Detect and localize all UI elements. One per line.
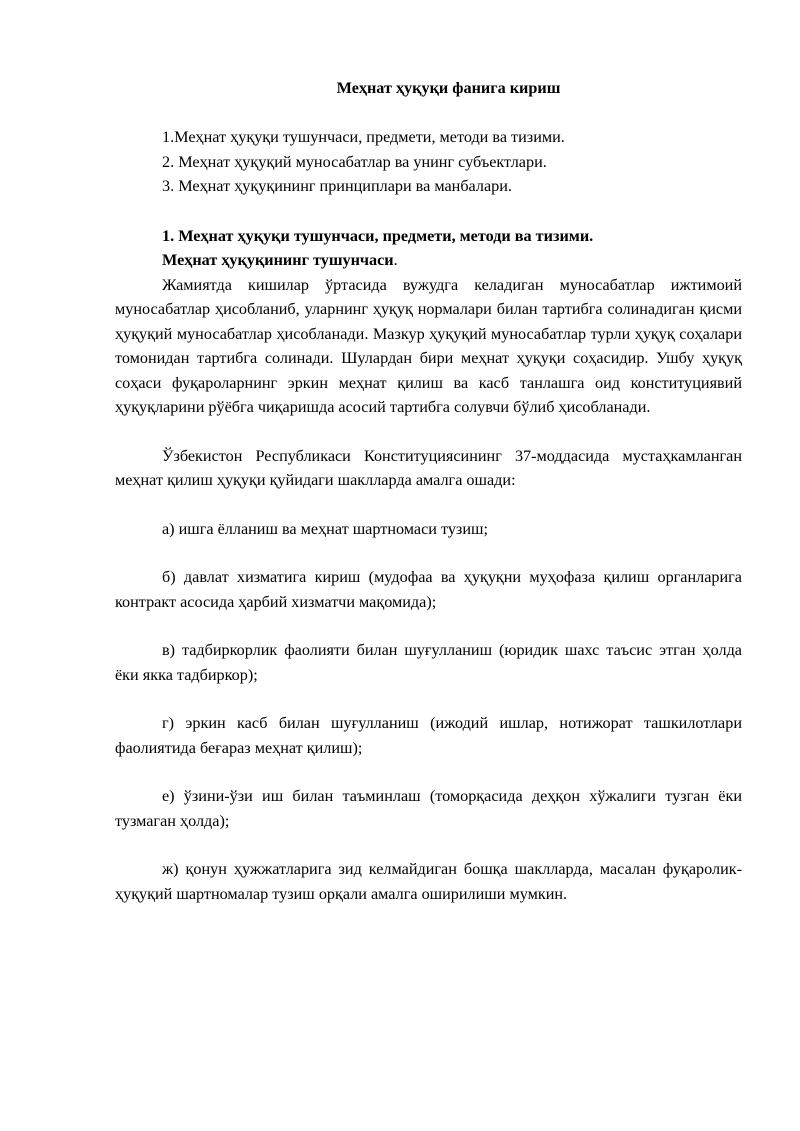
list-item-a: а) ишга ёлланиш ва меҳнат шартномаси тузиш;	[162, 519, 488, 538]
list-item-zh: ж) қонун ҳужжатларига зид келмайдиган бошқа шаклларда, масалан фуқаролик-ҳуқуқий шартномалар тузиш орқали амалга оширилиши мумкин.	[115, 860, 742, 903]
list-item-v: в) тадбиркорлик фаолияти билан шуғулланиш (юридик шахс таъсис этган ҳолда ёки якка тадбиркор);	[115, 641, 742, 684]
list-item-b: б) давлат хизматига кириш (мудофаа ва ҳуқуқни муҳофаза қилиш органларига контракт асосида ҳарбий хизматчи мақомида);	[115, 568, 742, 611]
document-title: Меҳнат ҳуқуқи фанига кириш	[336, 79, 561, 97]
toc-item-3: 3. Меҳнат ҳуқуқининг принциплари ва манбалари.	[162, 177, 512, 195]
toc-item-1: 1.Меҳнат ҳуқуқи тушунчаси, предмети, методи ва тизими.	[162, 128, 565, 146]
list-item-g: г) эркин касб билан шуғулланиш (ижодий ишлар, нотижорат ташкилотлари фаолиятида беғараз меҳнат қилиш);	[115, 714, 742, 757]
subheading-period: .	[393, 251, 398, 269]
subheading	[115, 248, 742, 273]
section-heading: 1. Меҳнат ҳуқуқи тушунчаси, предмети, методи ва тизими.	[162, 226, 594, 245]
paragraph-intro: Жамиятда кишилар ўртасида вужудга келадиган муносабатлар ижтимоий муносабатлар ҳисобланиб, уларнинг ҳуқуқ нормалари билан тартибга солинадиган қисми ҳуқуқий муносабатлар ҳисобланади. Мазкур ҳуқуқий муносабатлар турли ҳуқуқ соҳалари томонидан тартибга солинади. Шулардан бири меҳнат ҳуқуқи соҳасидир. Ушбу ҳуқуқ соҳаси фуқароларнинг эркин меҳнат қилиш ва касб танлашга оид конституциявий ҳуқуқларини рўёбга чиқаришда асосий тартибга солувчи бўлиб ҳисобланади.	[115, 275, 742, 416]
list-item-e: е) ўзини-ўзи иш билан таъминлаш (томорқасида деҳқон хўжалиги тузган ёки тузмаган ҳолда);	[115, 787, 742, 830]
paragraph-constitution: Ўзбекистон Республикаси Конституциясининг 37-моддасида мустаҳкамланган меҳнат қилиш ҳуқуқи қуйидаги шаклларда амалга ошади:	[115, 446, 742, 489]
subheading-text: Меҳнат ҳуқуқининг тушунчаси	[162, 251, 394, 269]
toc-item-2: 2. Меҳнат ҳуқуқий муносабатлар ва унинг субъектлари.	[162, 152, 547, 171]
table-of-contents	[115, 125, 742, 199]
document-page	[115, 76, 742, 906]
